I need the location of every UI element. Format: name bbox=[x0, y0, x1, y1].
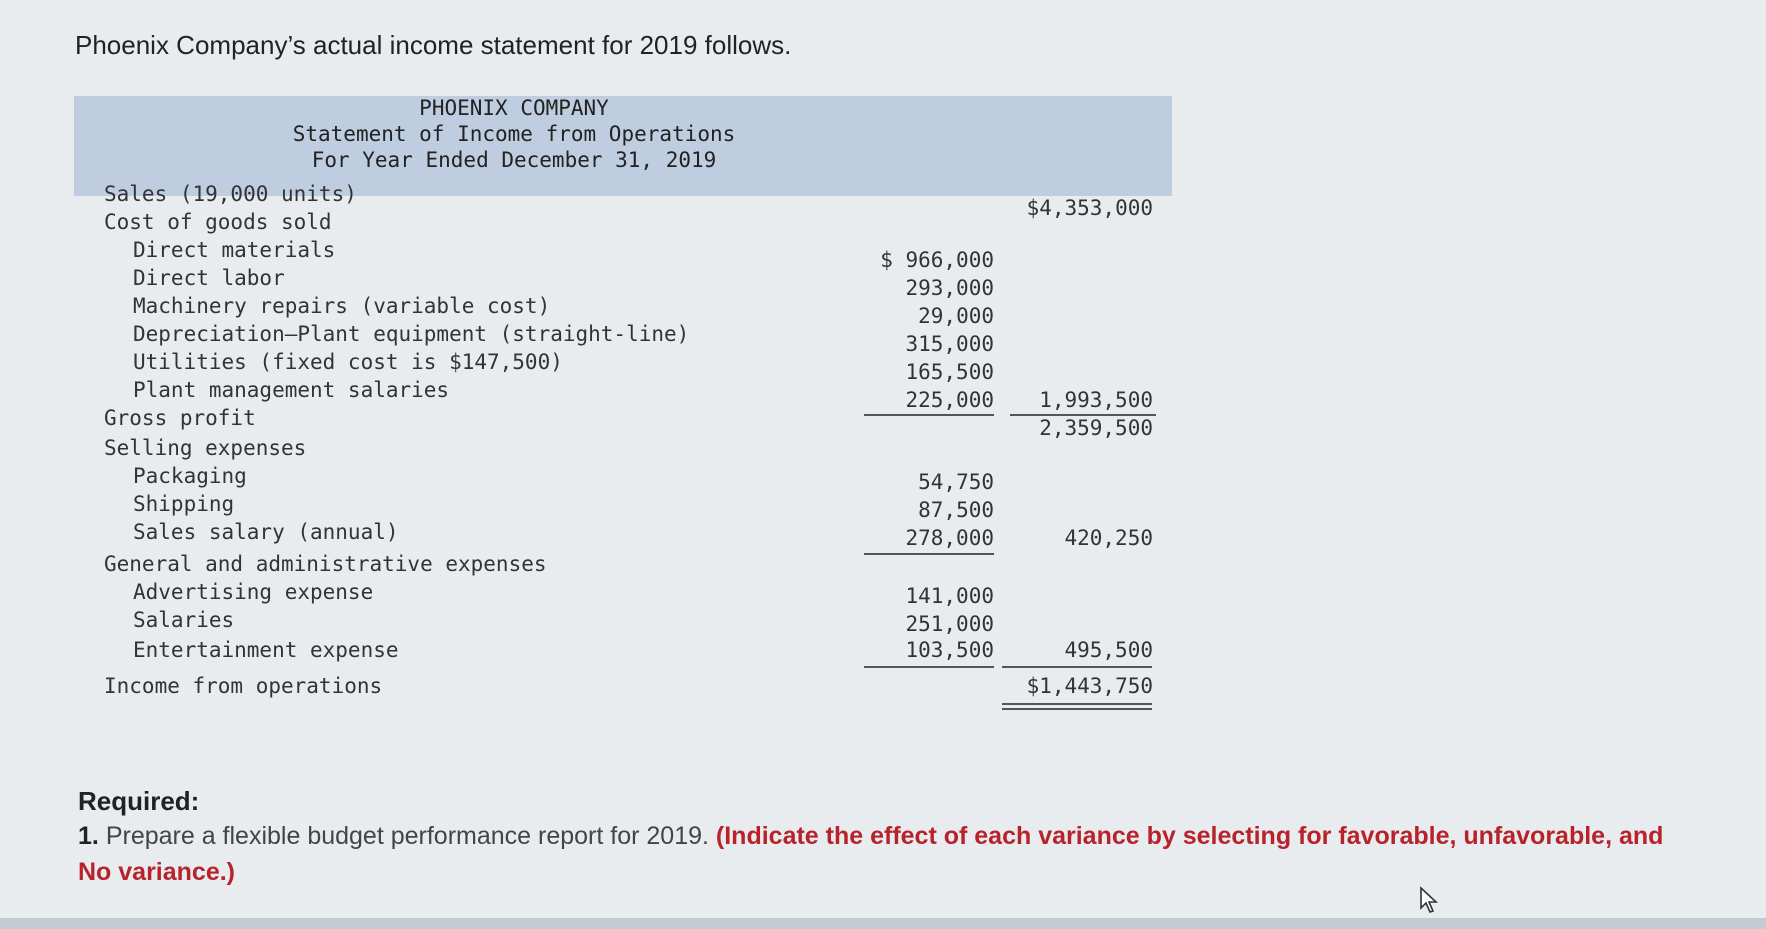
required-task: Prepare a flexible budget performance report for 2019. bbox=[105, 822, 709, 850]
cogs-item-amount: 293,000 bbox=[905, 276, 994, 300]
selling-subtotal-rule bbox=[864, 553, 994, 555]
general-total: 495,500 bbox=[1064, 638, 1153, 662]
statement-title: Statement of Income from Operations bbox=[292, 122, 736, 146]
selling-label: Selling expenses bbox=[104, 436, 307, 460]
general-item-label: Advertising expense bbox=[133, 580, 374, 604]
income-label: Income from operations bbox=[104, 674, 383, 698]
income-total: $1,443,750 bbox=[1026, 674, 1153, 698]
selling-item-amount: 54,750 bbox=[918, 470, 994, 494]
company-name: PHOENIX COMPANY bbox=[419, 96, 609, 120]
general-subtotal-rule bbox=[864, 666, 994, 668]
selling-item-amount: 278,000 bbox=[905, 526, 994, 550]
cogs-item-amount: 315,000 bbox=[905, 332, 994, 356]
selling-item-label: Packaging bbox=[133, 464, 247, 488]
general-total-rule bbox=[1002, 666, 1152, 668]
cogs-item-label: Direct labor bbox=[133, 266, 285, 290]
general-item-amount: 251,000 bbox=[905, 612, 994, 636]
required-instruction: (Indicate the effect of each variance by selecting for favorable, unfavorable, and No variance.) bbox=[78, 822, 1664, 886]
general-item-label: Entertainment expense bbox=[133, 638, 399, 662]
general-item-label: Salaries bbox=[133, 608, 235, 632]
income-double-rule bbox=[1002, 708, 1152, 710]
required-heading: Required: bbox=[78, 786, 200, 816]
statement-period: For Year Ended December 31, 2019 bbox=[311, 148, 717, 172]
intro-text: Phoenix Company’s actual income statement for 2019 follows. bbox=[75, 30, 792, 60]
general-item-amount: 103,500 bbox=[905, 638, 994, 662]
required-number: 1. bbox=[78, 822, 99, 850]
selling-item-label: Sales salary (annual) bbox=[133, 520, 399, 544]
required-text bbox=[78, 818, 1678, 890]
cogs-item-label: Direct materials bbox=[133, 238, 336, 262]
cogs-item-label: Plant management salaries bbox=[133, 378, 450, 402]
sales-total: $4,353,000 bbox=[1026, 196, 1153, 220]
general-item-amount: 141,000 bbox=[905, 584, 994, 608]
cogs-item-amount: 29,000 bbox=[918, 304, 994, 328]
cogs-item-label: Utilities (fixed cost is $147,500) bbox=[133, 350, 563, 374]
cogs-label: Cost of goods sold bbox=[104, 210, 332, 234]
gross-profit-label: Gross profit bbox=[104, 406, 256, 430]
cogs-total: 1,993,500 bbox=[1039, 388, 1153, 412]
cogs-item-label: Depreciation—Plant equipment (straight-line) bbox=[133, 322, 690, 346]
selling-total: 420,250 bbox=[1064, 526, 1153, 550]
mouse-pointer-icon bbox=[1419, 886, 1439, 919]
gross-profit-total: 2,359,500 bbox=[1039, 416, 1153, 440]
cogs-item-amount: $ 966,000 bbox=[880, 248, 994, 272]
bottom-edge bbox=[0, 918, 1766, 929]
selling-item-label: Shipping bbox=[133, 492, 235, 516]
sales-label: Sales (19,000 units) bbox=[104, 182, 357, 206]
cogs-item-label: Machinery repairs (variable cost) bbox=[133, 294, 551, 318]
income-double-rule bbox=[1002, 703, 1152, 705]
cogs-subtotal-rule bbox=[864, 414, 994, 416]
cogs-item-amount: 225,000 bbox=[905, 388, 994, 412]
selling-item-amount: 87,500 bbox=[918, 498, 994, 522]
statement-header bbox=[74, 96, 1172, 196]
general-label: General and administrative expenses bbox=[104, 552, 547, 576]
cogs-item-amount: 165,500 bbox=[905, 360, 994, 384]
